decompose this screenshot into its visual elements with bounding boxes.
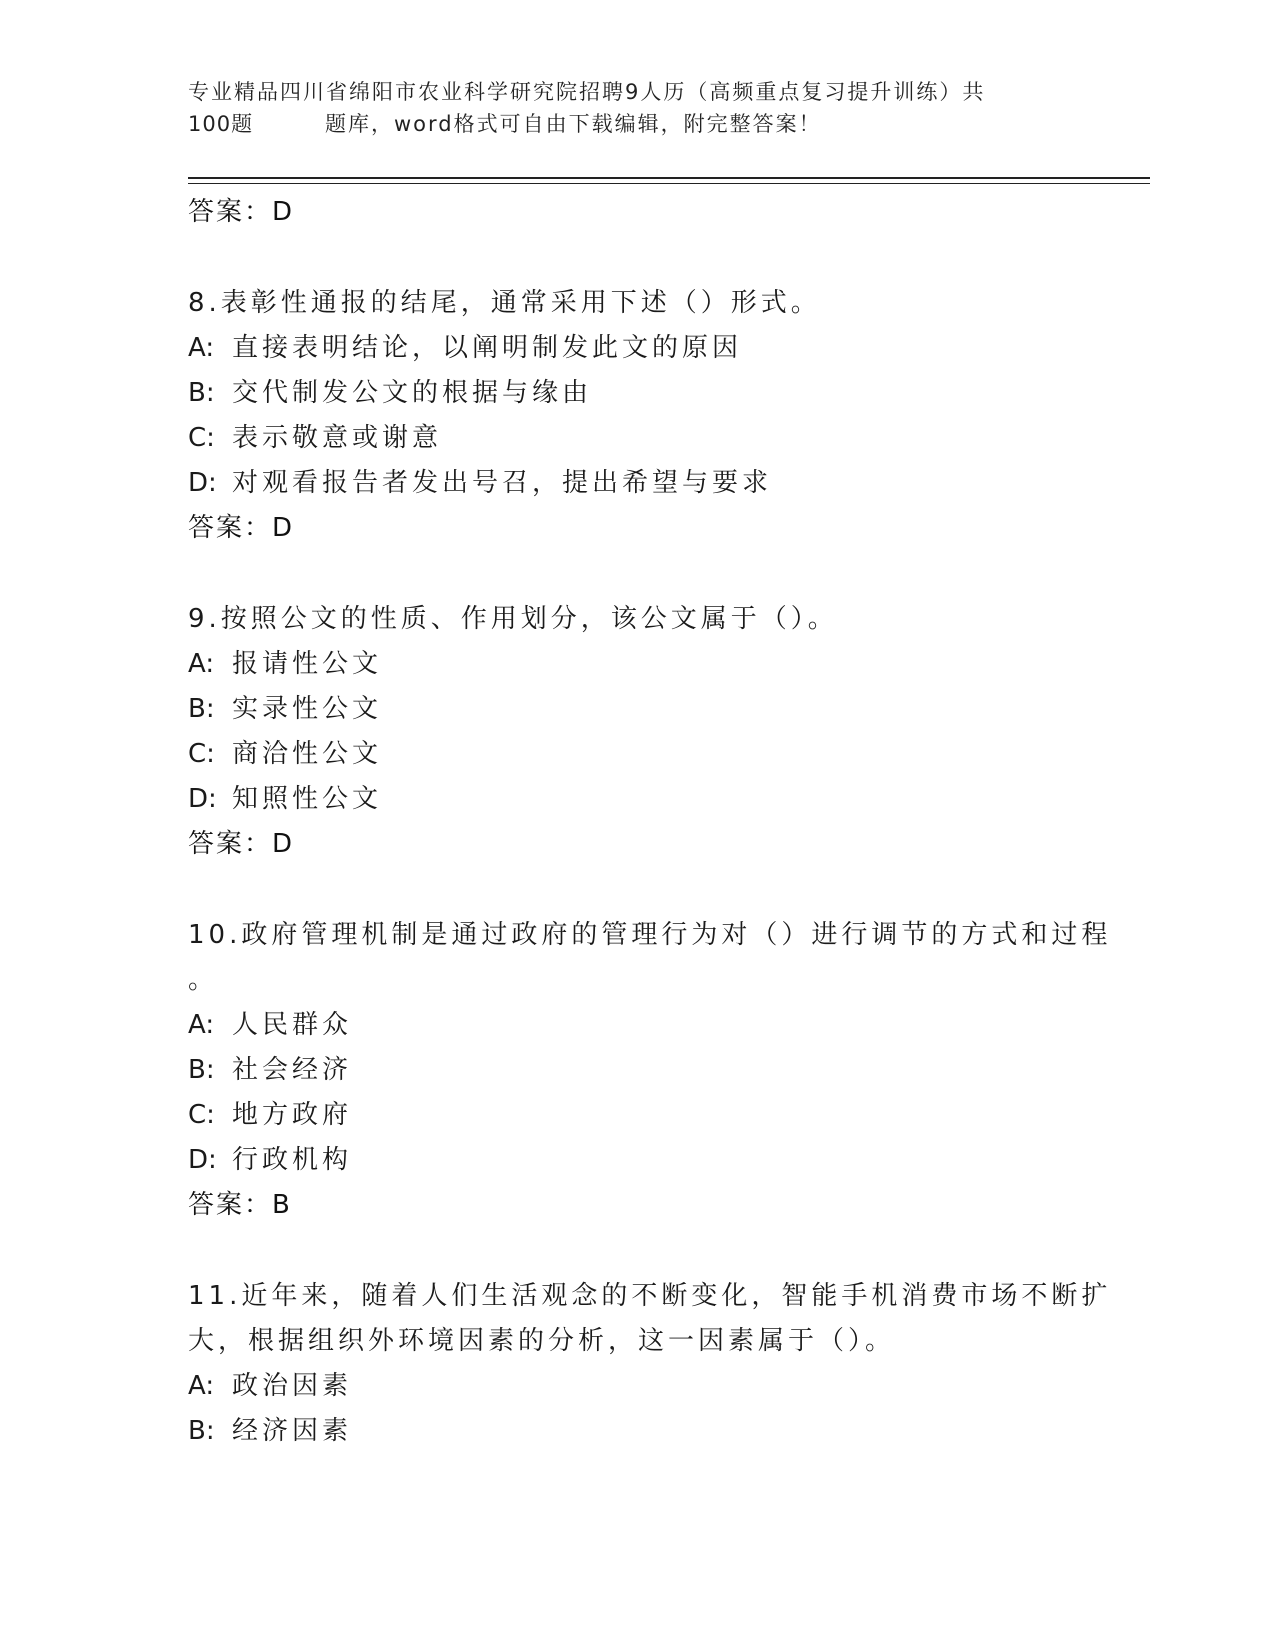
option-b: [188, 687, 1088, 732]
option-text: 实录性公文: [232, 694, 383, 724]
option-a: [188, 1364, 1088, 1409]
question-text: 10.政府管理机制是通过政府的管理行为对（）进行调节的方式和过程: [188, 920, 1112, 950]
option-d: [188, 777, 1088, 822]
option-key: A:: [188, 649, 215, 679]
question-text: 9.按照公文的性质、作用划分，该公文属于（）。: [188, 604, 838, 634]
header-title-line2: [188, 108, 1088, 140]
option-text: 经济因素: [232, 1416, 353, 1446]
answer-line: 答案：D: [188, 829, 295, 859]
option-key: C:: [188, 423, 215, 453]
option-key: B:: [188, 1416, 215, 1446]
question-text-continuation: 。: [188, 965, 219, 995]
question-item: [188, 281, 1088, 551]
question-item: [188, 597, 1088, 867]
option-d: [188, 1138, 1088, 1183]
option-a: [188, 326, 1088, 371]
option-text: 对观看报告者发出号召，提出希望与要求: [232, 468, 773, 498]
question-item: [188, 1274, 1112, 1454]
document-header: [188, 76, 1088, 140]
option-key: D:: [188, 468, 217, 498]
option-text: 政治因素: [232, 1371, 353, 1401]
option-text: 商洽性公文: [232, 739, 383, 769]
option-text: 社会经济: [232, 1055, 353, 1085]
question-item: [188, 913, 1112, 1228]
option-c: [188, 416, 1088, 461]
option-key: A:: [188, 333, 215, 363]
answer-line: 答案：B: [188, 1190, 292, 1220]
header-question-count: 100题: [188, 112, 254, 136]
option-key: B:: [188, 378, 215, 408]
option-text: 交代制发公文的根据与缘由: [232, 378, 593, 408]
option-text: 行政机构: [232, 1145, 353, 1175]
answer-line: 答案：D: [188, 197, 295, 227]
option-key: C:: [188, 739, 215, 769]
option-c: [188, 732, 1088, 777]
option-b: [188, 1409, 1088, 1454]
question-text: 11.近年来，随着人们生活观念的不断变化，智能手机消费市场不断扩: [188, 1281, 1112, 1311]
option-text: 直接表明结论，以阐明制发此文的原因: [232, 333, 743, 363]
option-text: 报请性公文: [232, 649, 383, 679]
question-list: [188, 190, 1112, 1454]
option-key: B:: [188, 694, 215, 724]
option-a: [188, 1003, 1088, 1048]
option-key: D:: [188, 1145, 217, 1175]
option-text: 人民群众: [232, 1010, 353, 1040]
option-key: D:: [188, 784, 217, 814]
option-c: [188, 1093, 1088, 1138]
header-title-line2-text: 题库，word格式可自由下载编辑，附完整答案！: [325, 112, 822, 136]
option-d: [188, 461, 1088, 506]
option-text: 知照性公文: [232, 784, 383, 814]
option-key: B:: [188, 1055, 215, 1085]
header-divider-thick: [188, 177, 1150, 179]
question-text: 8.表彰性通报的结尾，通常采用下述（）形式。: [188, 288, 821, 318]
option-text: 表示敬意或谢意: [232, 423, 443, 453]
answer-line: 答案：D: [188, 513, 295, 543]
option-key: C:: [188, 1100, 215, 1130]
option-key: A:: [188, 1371, 215, 1401]
header-divider-thin: [188, 183, 1150, 184]
option-key: A:: [188, 1010, 215, 1040]
option-b: [188, 1048, 1088, 1093]
header-title-line1: 专业精品四川省绵阳市农业科学研究院招聘9人历（高频重点复习提升训练）共: [188, 80, 986, 104]
question-text-continuation: 大，根据组织外环境因素的分析，这一因素属于（）。: [188, 1326, 896, 1356]
option-a: [188, 642, 1088, 687]
option-b: [188, 371, 1088, 416]
option-text: 地方政府: [232, 1100, 353, 1130]
